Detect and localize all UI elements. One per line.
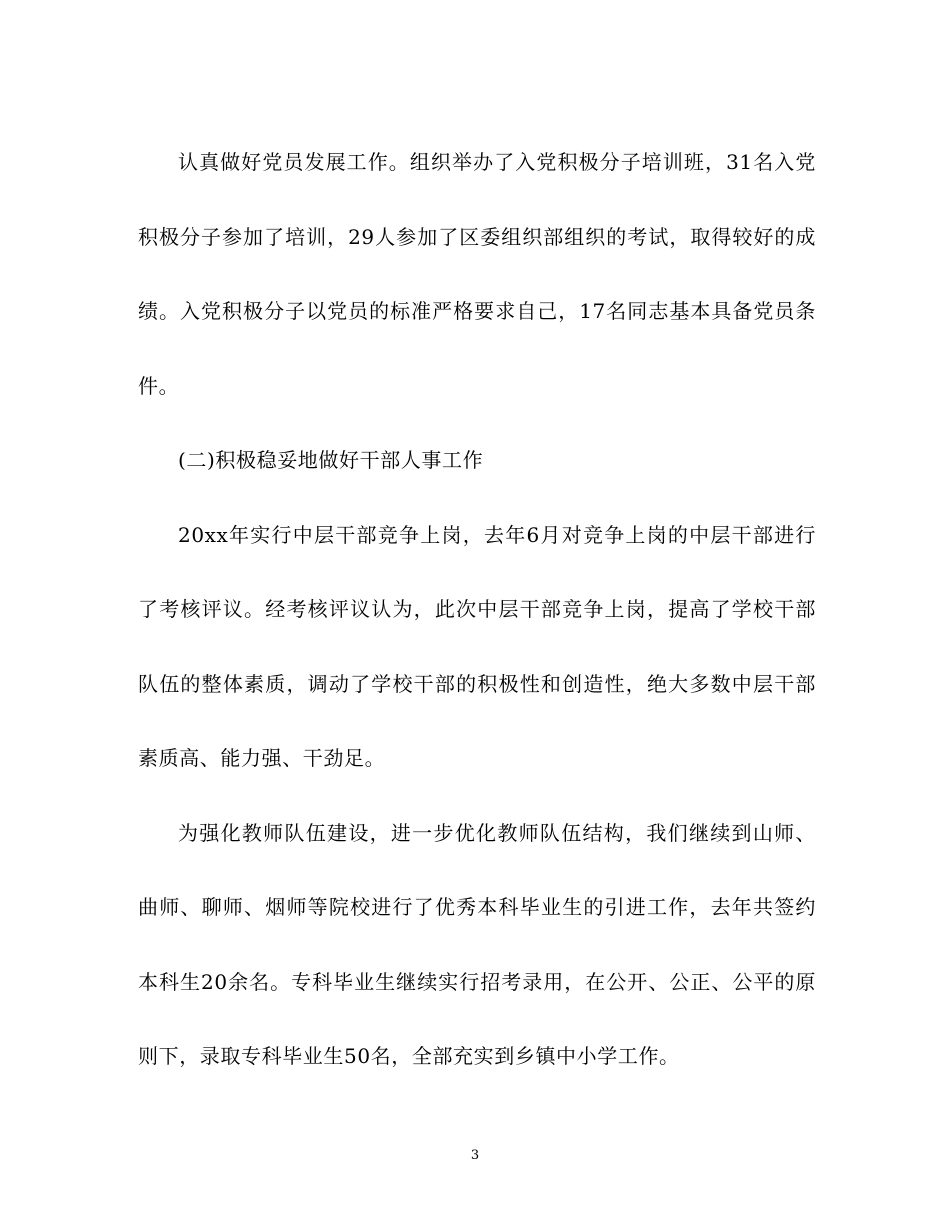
section-heading-cadre-personnel: (二)积极稳妥地做好干部人事工作	[178, 448, 484, 472]
document-body	[138, 125, 816, 1094]
paragraph-party-member-development: 认真做好党员发展工作。组织举办了入党积极分子培训班，31名入党积极分子参加了培训，29人参加了区委组织部组织的考试，取得较好的成绩。入党积极分子以党员的标准严格要求自己，17名同志基本具备党员条件。	[138, 150, 816, 398]
paragraph-teacher-recruitment: 为强化教师队伍建设，进一步优化教师队伍结构，我们继续到山师、曲师、聊师、烟师等院校进行了优秀本科毕业生的引进工作，去年共签约本科生20余名。专科毕业生继续实行招考录用，在公开、公正、公平的原则下，录取专科毕业生50名，全部充实到乡镇中小学工作。	[138, 820, 816, 1068]
paragraph-middle-cadre-competition: 20xx年实行中层干部竞争上岗，去年6月对竞争上岗的中层干部进行了考核评议。经考核评议认为，此次中层干部竞争上岗，提高了学校干部队伍的整体素质，调动了学校干部的积极性和创造性，绝大多数中层干部素质高、能力强、干劲足。	[138, 522, 816, 770]
page-number: 3	[470, 1148, 480, 1163]
